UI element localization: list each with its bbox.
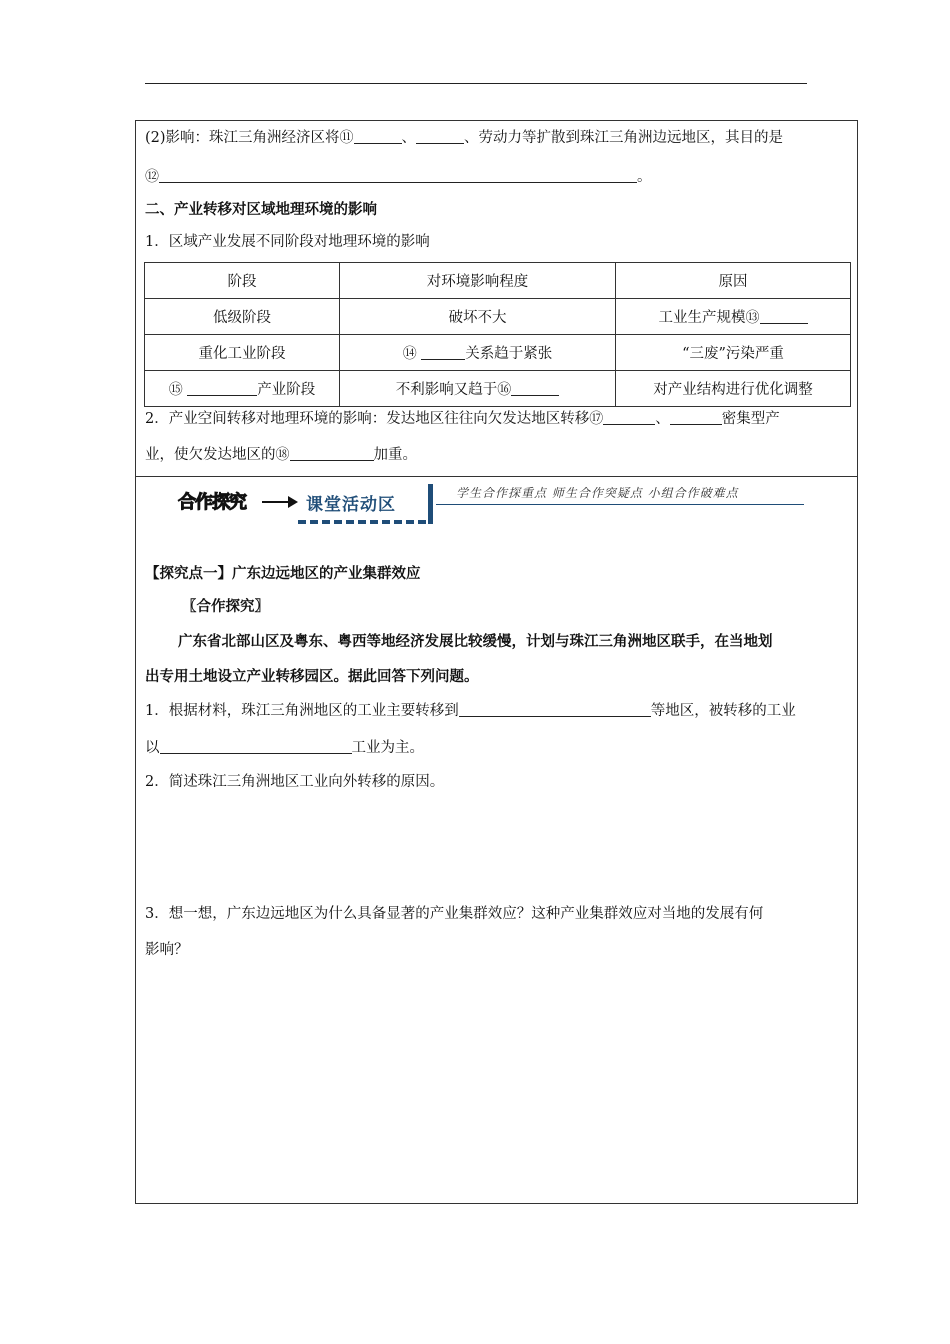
section-divider [135, 476, 858, 477]
blank-12[interactable] [159, 168, 637, 183]
blank-18[interactable] [290, 446, 374, 461]
blank-13[interactable] [760, 309, 808, 324]
arrow-right-icon [288, 496, 298, 508]
blank-14[interactable] [421, 345, 465, 360]
question-3-line-2: 影响？ [145, 942, 189, 958]
banner-title: 合作探究 [178, 492, 246, 513]
blank-11a[interactable] [354, 129, 402, 144]
banner-slogan: 学生合作探重点 师生合作突疑点 小组合作破难点 [456, 486, 739, 500]
q1-blank-2[interactable] [160, 739, 352, 754]
cell-stage: 重化工业阶段 [145, 335, 340, 371]
cell-impact: 破坏不大 [340, 299, 616, 335]
cell-impact: ⑭ 关系趋于紧张 [340, 335, 616, 371]
cell-stage: 低级阶段 [145, 299, 340, 335]
section-heading-2: 二、产业转移对区域地理环境的影响 [145, 201, 377, 218]
material-line-2: 出专用土地设立产业转移园区。据此回答下列问题。 [145, 668, 479, 685]
stages-table [144, 262, 851, 407]
cell-reason: 对产业结构进行优化调整 [616, 371, 851, 407]
blank-17b[interactable] [670, 410, 722, 425]
header-impact: 对环境影响程度 [340, 263, 616, 299]
table-row [145, 299, 851, 335]
transfer-line-2: 业，使欠发达地区的⑱ 加重。 [145, 447, 417, 463]
material-line-1: 广东省北部山区及粤东、粤西等地经济发展比较缓慢，计划与珠江三角洲地区联手，在当地划 [178, 633, 773, 650]
cell-reason: “三废”污染严重 [616, 335, 851, 371]
influence-line-1: (2)影响：珠江三角洲经济区将⑪ 、 、劳动力等扩散到珠江三角洲边远地区，其目的是 [145, 130, 784, 146]
cell-reason: 工业生产规模⑬ [616, 299, 851, 335]
blank-15[interactable] [187, 381, 257, 396]
cell-impact: 不利影响又趋于⑯ [340, 371, 616, 407]
question-3-line-1: 3．想一想，广东边远地区为什么具备显著的产业集群效应？这种产业集群效应对当地的发展有何 [145, 906, 764, 922]
table-header-row [145, 263, 851, 299]
zone-dash [298, 520, 426, 524]
header-rule [145, 83, 807, 84]
coop-label: 〖合作探究〗 [182, 598, 269, 615]
influence-line-2: ⑫ 。 [145, 169, 652, 185]
blank-17a[interactable] [603, 410, 655, 425]
table-row [145, 335, 851, 371]
blank-11b[interactable] [416, 129, 464, 144]
question-2: 2．简述珠江三角洲地区工业向外转移的原因。 [145, 774, 445, 790]
cell-stage: ⑮ 产业阶段 [145, 371, 340, 407]
table-row [145, 371, 851, 407]
header-stage: 阶段 [145, 263, 340, 299]
transfer-line-1: 2．产业空间转移对地理环境的影响：发达地区往往向欠发达地区转移⑰ 、 密集型产 [145, 411, 780, 427]
q1-blank-1[interactable] [459, 702, 651, 717]
question-1-line-1: 1．根据材料，珠江三角洲地区的工业主要转移到 等地区，被转移的工业 [145, 703, 796, 719]
subheading-1: 1．区域产业发展不同阶段对地理环境的影响 [145, 234, 430, 250]
zone-rule [436, 504, 804, 505]
header-reason: 原因 [616, 263, 851, 299]
zone-bar [428, 484, 433, 524]
activity-banner [178, 482, 808, 528]
zone-title: 课堂活动区 [306, 495, 396, 515]
inquiry-point-title: 【探究点一】广东边远地区的产业集群效应 [145, 565, 421, 582]
question-1-line-2: 以 工业为主。 [145, 740, 424, 756]
blank-16[interactable] [511, 381, 559, 396]
